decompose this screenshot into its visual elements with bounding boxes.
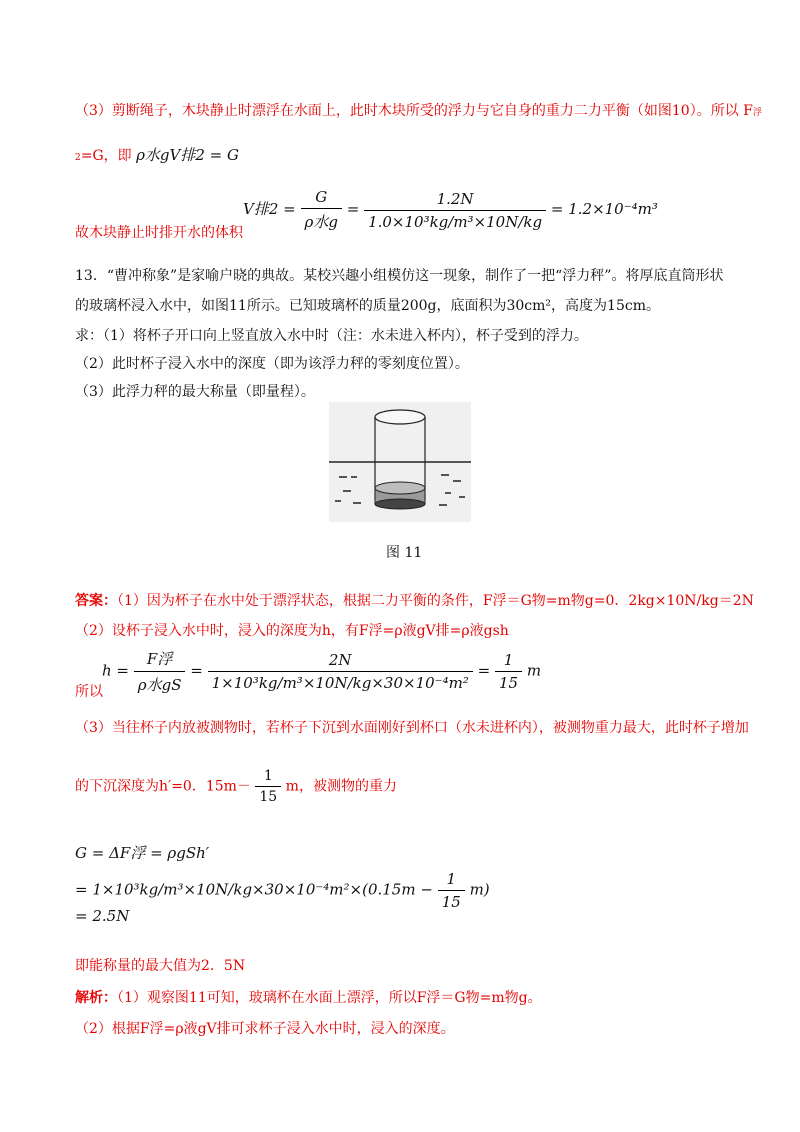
answer-3-frac-den: 15 bbox=[259, 789, 278, 805]
volume-frac2-den: 1.0×10³kg/m³×10N/kg bbox=[368, 212, 543, 231]
part3-line2 bbox=[75, 144, 239, 165]
glass-inner-bottom bbox=[375, 482, 425, 494]
therefore-label: 所以 bbox=[75, 684, 103, 700]
q13-line-1: 13．“曹冲称象”是家喻户晓的典故。某校兴趣小组模仿这一现象，制作了一把“浮力秤”。将厚底直筒形状 bbox=[75, 268, 724, 284]
glass-rim bbox=[375, 410, 425, 424]
answer-3-frac-num: 1 bbox=[255, 768, 281, 787]
q13-ask-1: 求：（1）将杯子开口向上竖直放入水中时（注：水未进入杯内），杯子受到的浮力。 bbox=[75, 328, 588, 344]
volume-frac1-num: G bbox=[301, 188, 342, 209]
answer-3: （3）当往杯子内放被测物时，若杯子下沉到水面刚好到杯口（水未进杯内），被测物重力最大，此时杯子增加 bbox=[75, 720, 749, 736]
depth-frac1-num: F浮 bbox=[134, 648, 186, 672]
depth-res-den: 15 bbox=[498, 674, 519, 692]
equation-buoyancy-balance: ρ水gV排2 = G bbox=[136, 146, 239, 164]
volume-frac1-den: ρ水g bbox=[304, 213, 338, 231]
part3-line2-sub: 2 bbox=[75, 153, 81, 163]
part3-line2-text: =G，即 bbox=[80, 148, 132, 164]
gravity-line-2-post: m) bbox=[469, 880, 490, 899]
answer-3-cont-post: m，被测物的重力 bbox=[285, 778, 397, 795]
figure-11-glass-in-water bbox=[329, 402, 471, 522]
answer-1 bbox=[75, 590, 754, 610]
depth-frac2-num: 2N bbox=[208, 651, 473, 672]
depth-fraction-1 bbox=[134, 648, 186, 695]
answer-3-cont-pre: 的下沉深度为h′=0．15m－ bbox=[75, 778, 251, 795]
depth-result-unit: m bbox=[526, 661, 542, 680]
q13-ask-2: （2）此时杯子浸入水中的深度（即为该浮力秤的零刻度位置）。 bbox=[75, 356, 469, 372]
depth-equation: h = $\frac{\text{F浮}}{\text{ρ水gS}}$ = $\frac{2N}{\text{1×10³kg/m³×10N/kg×30×10⁻⁴m²}}$ = $\frac{1}{15}$ m bbox=[102, 650, 542, 694]
depth-fraction-2 bbox=[208, 651, 473, 692]
answer-3-cont bbox=[75, 768, 397, 805]
volume-result: = 1.2×10⁻⁴m³ bbox=[550, 200, 658, 218]
gravity-line-2 bbox=[75, 870, 490, 911]
answer-3-fraction bbox=[255, 768, 281, 805]
gravity-frac-den: 15 bbox=[441, 893, 461, 911]
analysis-label: 解析： bbox=[75, 990, 117, 1006]
analysis-1 bbox=[75, 987, 542, 1007]
depth-frac2-den: 1×10³kg/m³×10N/kg×30×10⁻⁴m² bbox=[211, 674, 469, 692]
answer-2: （2）设杯子浸入水中时，浸入的深度为h，有F浮=ρ液gV排=ρ液gsh bbox=[75, 623, 509, 639]
gravity-line-1: G = ΔF浮 = ρgSh′ bbox=[75, 844, 210, 862]
analysis-1-text: （1）观察图11可知，玻璃杯在水面上漂浮，所以F浮＝G物=m物g。 bbox=[117, 990, 542, 1006]
gravity-line-3: = 2.5N bbox=[75, 907, 130, 925]
volume-equation: V排2 = $\frac{G}{\text{ρ水g}}$ = $\frac{1.2N}{\text{1.0×10³kg/m³×10N/kg}}$ = 1.2×10⁻⁴m³ bbox=[243, 188, 658, 231]
analysis-2: （2）根据F浮=ρ液gV排可求杯子浸入水中时，浸入的深度。 bbox=[75, 1021, 455, 1037]
depth-frac1-den: ρ水gS bbox=[137, 676, 182, 694]
volume-frac2-num: 1.2N bbox=[364, 190, 546, 211]
gravity-fraction bbox=[438, 870, 465, 911]
q13-ask-3: （3）此浮力秤的最大称量（即量程）。 bbox=[75, 384, 315, 400]
answer-final: 即能称量的最大值为2．5N bbox=[75, 958, 246, 974]
depth-lhs: h = bbox=[102, 661, 129, 680]
volume-fraction-2 bbox=[364, 190, 546, 231]
volume-caption: 故木块静止时排开水的体积 bbox=[75, 225, 243, 241]
part3-intro-sub: 浮 bbox=[752, 108, 762, 118]
answer-label: 答案： bbox=[75, 593, 117, 609]
gravity-frac-num: 1 bbox=[438, 870, 465, 891]
figure-caption: 图 11 bbox=[386, 545, 423, 561]
part3-intro bbox=[75, 100, 762, 120]
volume-fraction-1 bbox=[301, 188, 342, 232]
q13-line-2: 的玻璃杯浸入水中，如图11所示。已知玻璃杯的质量200g，底面积为30cm²，高度为15cm。 bbox=[75, 298, 660, 314]
volume-lhs: V排2 = bbox=[243, 200, 296, 218]
depth-res-num: 1 bbox=[495, 651, 522, 672]
answer-1-text: （1）因为杯子在水中处于漂浮状态，根据二力平衡的条件，F浮＝G物=m物g=0．2kg×10N/kg＝2N bbox=[117, 593, 754, 609]
gravity-line-2-pre: = 1×10³kg/m³×10N/kg×30×10⁻⁴m²×(0.15m − bbox=[75, 880, 433, 899]
glass-base bbox=[375, 499, 425, 509]
depth-result-fraction bbox=[495, 651, 522, 692]
part3-intro-text: （3）剪断绳子，木块静止时漂浮在水面上，此时木块所受的浮力与它自身的重力二力平衡（如图10）。所以 F bbox=[75, 103, 753, 119]
